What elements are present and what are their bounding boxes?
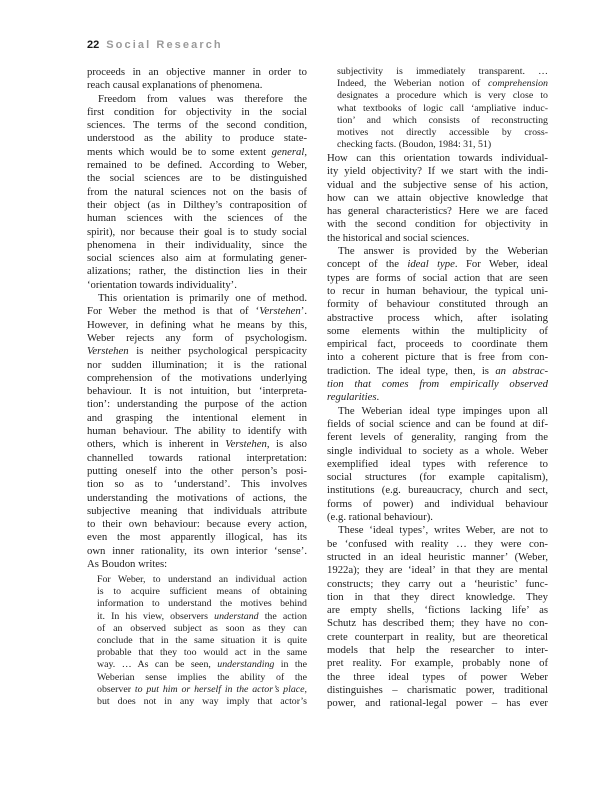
text-line: designates a procedure which is very close to (337, 90, 548, 102)
text-line: ‘orientation towards individuality’. (87, 278, 237, 291)
text-line: way. … As can be seen, understanding in the (97, 659, 307, 671)
paragraph (337, 66, 548, 151)
text-line: human sciences with the sciences of the (87, 212, 307, 225)
text-line: However, in defining what he means by this, (87, 318, 307, 331)
text-line: vidual and the subjective sense of his action, (327, 178, 548, 191)
paragraph (327, 245, 548, 405)
text-line: ments which would be to some extent general, (87, 145, 307, 158)
text-line: distinguishes – charismatic power, traditional (327, 683, 548, 696)
journal-title: Social Research (106, 39, 223, 51)
paragraph (327, 152, 548, 245)
text-line: of an observed subject as soon as they can (97, 622, 307, 634)
left-column-block-quote (97, 574, 307, 708)
italic-emphasis: tion that comes from empirically observed (327, 378, 548, 391)
text-line: their object (as in Dilthey’s contraposition of (87, 198, 307, 211)
text-line: information to understand the motives behind (97, 598, 307, 610)
text-line: empirical fact, proceeds to coordinate them (327, 338, 548, 351)
text-line: how can we attain objective knowledge that (327, 191, 548, 204)
text-line: has general characteristics? Here we are faced (327, 205, 548, 218)
italic-emphasis: general (271, 145, 305, 158)
text-line: single individual to society as a whole. Weber (327, 444, 548, 457)
italic-emphasis: ideal type (407, 258, 455, 271)
text-line: (e.g. rational behaviour). (327, 511, 433, 524)
text-line: regularities. (327, 391, 380, 404)
text-line: subjectivity is immediately transparent. … (337, 66, 548, 77)
text-line: tion’: understanding the purpose of the action (87, 398, 307, 411)
text-line: is to acquire sufficient means of obtaining (97, 586, 307, 598)
text-line: even the most apparently illogical, has its (87, 531, 307, 544)
text-line: Indeed, the Weberian notion of comprehension (337, 78, 548, 90)
text-line: tion in that they direct knowledge. They (327, 590, 548, 603)
text-line: but does not in any way imply that actor’s (97, 695, 307, 707)
text-line: tion’ and which consists of reconstructing (337, 114, 548, 126)
text-line: observer to put him or herself in the actor’s place, (97, 683, 308, 695)
paragraph (327, 524, 548, 710)
text-line: conclude that in the same situation it is quite (97, 634, 307, 646)
text-line: channelled towards rational interpretation: (87, 451, 307, 464)
text-line: Verstehen is neither psychological perspicacity (87, 345, 307, 358)
text-line: own inner rationality, its own interior ‘sense’. (87, 544, 307, 557)
paragraph (97, 574, 307, 708)
text-line: and grasping the intentional element in (87, 411, 307, 424)
text-line: to their own behaviour: because every action, (87, 518, 307, 531)
text-line: This orientation is primarily one of method. (98, 292, 307, 305)
text-line (327, 378, 548, 391)
text-line: crete counterpart in reality, but are theoretical (327, 630, 548, 643)
paragraph (87, 93, 307, 292)
text-line: institutions (e.g. bureaucracy, church and sect, (327, 484, 548, 497)
text-line: concept of the ideal type. For Weber, ideal (327, 258, 549, 271)
text-line: Weber rejects any form of psychologism. (87, 331, 307, 344)
text-line: be ‘confused with reality … they were con- (327, 537, 548, 550)
text-line: spirit), nor because their goal is to study social (87, 225, 307, 238)
text-line: The answer is provided by the Weberian (338, 245, 548, 258)
text-line: social sciences also aim at formulating gener- (87, 252, 307, 265)
text-line: from the natural sciences not on the basis of (87, 185, 307, 198)
text-line: the historical and social sciences. (327, 231, 470, 244)
page-number: 22 (87, 39, 100, 51)
text-line: remained to be defined. According to Weber, (87, 159, 307, 172)
text-line: human behaviour. The ability to identify with (87, 425, 307, 438)
text-line: For Weber, to understand an individual action (97, 574, 307, 585)
text-line: proceeds in an objective manner in order to (87, 66, 307, 78)
text-line: to recur in human behaviour, the typical uni- (327, 284, 548, 297)
paragraph (327, 405, 548, 525)
text-line: reach causal explanations of phenomena. (87, 79, 263, 92)
italic-emphasis: Verstehen (87, 345, 129, 358)
text-line: forms of power) and individual behaviour (327, 497, 548, 510)
text-line: probable that they too would act in the same (97, 647, 307, 659)
italic-emphasis: understand (214, 610, 259, 622)
text-line: 1922a); they are ‘ideal’ in that they are mental (327, 564, 548, 577)
text-line: checking facts. (Boudon, 1984: 31, 51) (337, 139, 492, 151)
text-line: phenomena in their individuality, since the (87, 238, 307, 251)
italic-emphasis: understanding (217, 659, 275, 671)
right-column-block-quote (337, 66, 548, 151)
text-line: are empty shells, ‘fictions lacking life’ as (327, 604, 548, 617)
text-line: alizations; rather, the distinction lies in their (87, 265, 307, 278)
text-line: tion so as to ‘understand’. This involves (87, 478, 307, 491)
text-line: the three ideal types of power Weber (327, 670, 548, 683)
text-line: putting oneself into the other person’s posi- (87, 464, 307, 477)
text-line: For Weber the method is that of ‘Verstehen’. (87, 305, 307, 318)
text-line: social structures (for example capitalism), (327, 471, 548, 484)
left-column-body (87, 66, 307, 571)
text-line: power, and rational-legal power – has ever (327, 697, 548, 710)
text-line: understood as the ability to produce state- (87, 132, 307, 145)
text-line: exemplified ideal types with reference to (327, 457, 548, 470)
text-line: pret reality. For example, probably none of (327, 657, 548, 670)
italic-emphasis: Verstehen (259, 305, 301, 318)
text-line: with the second condition for objectivity in (327, 218, 548, 231)
text-line: nor sudden illumination; it is the rational (87, 358, 307, 371)
text-line: ity yield objectivity? If we start with the indi- (327, 165, 548, 178)
italic-emphasis: comprehension (488, 78, 548, 90)
text-line: first condition for objectivity in the social (87, 105, 307, 118)
text-line: structed in an ideal heuristic manner’ (Weber, (327, 550, 548, 563)
text-line: some elements within the multiplicity of (327, 324, 548, 337)
text-line: tradiction. The ideal type, then, is an abstrac- (327, 364, 549, 377)
text-line: into a coherent picture that is free from con- (327, 351, 548, 364)
text-line: formity of behaviour constituted through an (327, 298, 548, 311)
text-line: the social sciences are to be distinguished (87, 172, 307, 185)
text-line: How can this orientation towards individual- (327, 152, 548, 164)
running-head (87, 39, 223, 51)
text-line: As Boudon writes: (87, 557, 168, 570)
text-line: understanding the motivations of actions, the (87, 491, 307, 504)
text-line: comprehension of the motivations underlying (87, 371, 307, 384)
text-line: it. In his view, observers understand the action (97, 610, 307, 622)
text-line: Weberian sense implies the ability of the (97, 671, 307, 683)
paragraph (87, 66, 307, 93)
italic-emphasis: an abstrac- (495, 364, 549, 377)
text-line: models that help the researcher to inter- (327, 643, 548, 656)
text-line: what textbooks of logic call ‘ampliative induc- (337, 102, 548, 114)
italic-emphasis: regularities (327, 391, 377, 404)
italic-emphasis: Verstehen (225, 438, 267, 451)
text-line: others, which is inherent in Verstehen, is also (87, 438, 307, 451)
text-line: constructs; they carry out a ‘heuristic’ func- (327, 577, 548, 590)
italic-emphasis: to put him or herself in the actor’s place (134, 683, 305, 695)
text-line: motives not directly accessible by cross- (337, 126, 548, 138)
text-line: ferent levels of generality, ranging from the (327, 431, 548, 444)
text-line: These ‘ideal types’, writes Weber, are not to (338, 524, 548, 537)
text-line: Freedom from values was therefore the (98, 92, 307, 105)
text-line: sciences. The terms of the second condition, (87, 119, 307, 132)
text-line: The Weberian ideal type impinges upon all (338, 404, 548, 417)
right-column-body (327, 152, 548, 710)
text-line: behaviour. It is not intuition, but ‘interpreta- (87, 385, 307, 398)
text-line: subjective meaning that individuals attribute (87, 504, 307, 517)
text-line: Schutz has described them; they have no con- (327, 617, 548, 630)
paragraph (87, 292, 307, 571)
text-line: abstractive process which, after isolating (327, 311, 548, 324)
text-line: fields of social science and can be found at dif- (327, 417, 548, 430)
text-line: types are forms of social action that are seen (327, 271, 548, 284)
